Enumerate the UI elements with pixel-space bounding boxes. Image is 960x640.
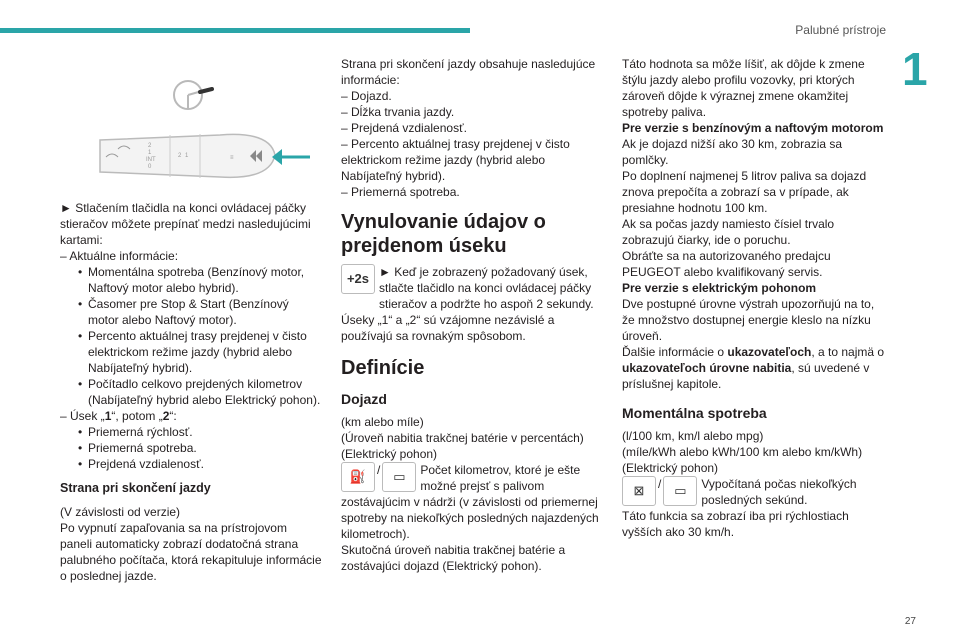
battery-icon: ▭ <box>382 462 416 492</box>
paragraph: (Elektrický pohon) <box>622 461 719 475</box>
paragraph: Ďalšie informácie o ukazovateľoch, a to najmä o ukazovateľoch úrovne nabitia, sú uvedené v príslušnej kapitole. <box>622 345 885 391</box>
fuel-gauge-icon: ⊠ <box>622 476 656 506</box>
press-2s-icon: +2s <box>341 264 375 294</box>
consumption-heading: Momentálna spotreba <box>622 405 767 421</box>
stalk-intro: ► Stlačením tlačidla na konci ovládacej páčky stieračov môžete prepínať medzi nasledujúcimi kartami: <box>60 201 311 247</box>
bullet-text: Priemerná spotreba. <box>88 441 197 455</box>
paragraph: Strana pri skončení jazdy obsahuje nasledujúce informácie: <box>341 57 596 87</box>
consumption-icon-text: Vypočítaná počas niekoľkých posledných sekúnd. <box>701 477 857 507</box>
bullet-text: Priemerná rýchlosť. <box>88 425 193 439</box>
range-heading: Dojazd <box>341 391 387 407</box>
bullet-text: Prejdená vzdialenosť. <box>88 457 204 471</box>
wiper-stalk-illustration <box>60 75 322 185</box>
range-icon-text: Počet kilometrov, ktoré je ešte možné prejsť s palivom <box>420 463 581 493</box>
reset-instruction <box>341 264 603 312</box>
svg-text:2: 2 <box>148 143 152 149</box>
paragraph: Ak je dojazd nižší ako 30 km, zobrazia sa pomlčky. <box>622 137 843 167</box>
paragraph: (míle/kWh alebo kWh/100 km alebo km/kWh) <box>622 445 863 459</box>
paragraph: (Úroveň nabitia trakčnej batérie v percentách) <box>341 431 584 445</box>
paragraph: Ak sa počas jazdy namiesto čísiel trvalo zobrazujú čiarky, ide o poruchu. <box>622 217 835 247</box>
paragraph: (Elektrický pohon) <box>341 447 438 461</box>
paragraph: (l/100 km, km/l alebo mpg) <box>622 429 764 443</box>
paragraph: Skutočná úroveň nabitia trakčnej batérie a zostávajúci dojazd (Elektrický pohon). <box>341 543 566 573</box>
bullet-item: • Momentálna spotreba (Benzínový motor, Naftový motor alebo hybrid). <box>78 265 305 295</box>
svg-text:0: 0 <box>148 164 152 170</box>
paragraph: Táto funkcia sa zobrazí iba pri rýchlostiach vyšších ako 30 km/h. <box>622 509 849 539</box>
battery-icon: ▭ <box>663 476 697 506</box>
bullet-item: • Prejdená vzdialenosť. <box>78 457 204 471</box>
end-of-trip-heading: Strana pri skončení jazdy <box>60 481 211 495</box>
chapter-number: 1 <box>902 43 928 95</box>
reset-heading: Vynulovanie údajov o prejdenom úseku <box>341 211 546 257</box>
bullet-item: • Priemerná spotreba. <box>78 441 197 455</box>
reset-text: ► Keď je zobrazený požadovaný úsek, stlačte tlačidlo na konci ovládacej páčky stieračov a podržte ho aspoň 2 sekundy. <box>379 265 594 311</box>
definitions-heading: Definície <box>341 357 425 379</box>
bullet-item: • Percento aktuálnej trasy prejdenej v čisto elektrickom režime jazdy (hybrid alebo Nabíjateľný hybrid). <box>78 329 307 375</box>
page-number: 27 <box>904 616 916 627</box>
paragraph: Po vypnutí zapaľovania sa na prístrojovom paneli automaticky zobrazí dodatočná strana palubného počítača, ktorá rekapituluje informácie o poslednej jazde. <box>60 521 322 583</box>
svg-text:≡: ≡ <box>230 155 234 161</box>
paragraph: zostávajúcim v nádrži (v závislosti od priemernej spotreby na niekoľkých posledných najazdených kilometroch). <box>341 495 599 541</box>
svg-text:1: 1 <box>148 150 152 156</box>
bullet-item: • Počítadlo celkovo prejdených kilometrov (Nabíjateľný hybrid alebo Elektrický pohon). <box>78 377 321 407</box>
bullet-text: Percento aktuálnej trasy prejdenej v čisto elektrickom režime jazdy (hybrid alebo Nabíjateľný hybrid). <box>88 329 307 375</box>
header-bar <box>0 28 470 33</box>
list-item: – Prejdená vzdialenosť. <box>341 121 467 135</box>
bullet-item: • Časomer pre Stop & Start (Benzínový motor alebo Naftový motor). <box>78 297 289 327</box>
list-item: – Úsek „1“, potom „2“: <box>60 409 177 423</box>
paragraph: Táto hodnota sa môže líšiť, ak dôjde k zmene štýlu jazdy alebo profilu vozovky, pri ktorých zároveň dôjde k výraznej zmene okamžitej spotreby paliva. <box>622 57 865 119</box>
paragraph: Po doplnení najmenej 5 litrov paliva sa dojazd znova prepočíta a zobrazí sa v prípade, ak presiahne hodnotu 100 km. <box>622 169 867 215</box>
paragraph: (V závislosti od verzie) <box>60 505 181 519</box>
electric-heading: Pre verzie s elektrickým pohonom <box>622 281 817 295</box>
list-item: – Dojazd. <box>341 89 392 103</box>
svg-text:1: 1 <box>185 153 189 159</box>
paragraph: Obráťte sa na autorizovaného predajcu PEUGEOT alebo kvalifikovaný servis. <box>622 249 831 279</box>
petrol-diesel-heading: Pre verzie s benzínovým a naftovým motorom <box>622 121 884 135</box>
bullet-text: Momentálna spotreba (Benzínový motor, Naftový motor alebo hybrid). <box>88 265 305 295</box>
bullet-text: Počítadlo celkovo prejdených kilometrov (Nabíjateľný hybrid alebo Elektrický pohon). <box>88 377 321 407</box>
svg-text:INT: INT <box>146 157 156 163</box>
paragraph: Dve postupné úrovne výstrah upozorňujú na to, že množstvo dostupnej energie kleslo na nízku úroveň. <box>622 297 875 343</box>
paragraph: (km alebo míle) <box>341 415 424 429</box>
bullet-item: • Priemerná rýchlosť. <box>78 425 193 439</box>
list-item: – Percento aktuálnej trasy prejdenej v čisto elektrickom režime jazdy (hybrid alebo Nabíjateľný hybrid). <box>341 137 570 183</box>
svg-text:2: 2 <box>178 153 182 159</box>
list-item: – Aktuálne informácie: <box>60 249 179 263</box>
fuel-pump-icon: ⛽ <box>341 462 375 492</box>
consumption-icon-row: ⊠ / ▭ Vypočítaná počas niekoľkých posledných sekúnd. <box>622 476 887 508</box>
list-item: – Dĺžka trvania jazdy. <box>341 105 455 119</box>
list-item: – Priemerná spotreba. <box>341 185 460 199</box>
range-icon-row: ⛽ / ▭ Počet kilometrov, ktoré je ešte možné prejsť s palivom <box>341 462 603 494</box>
bullet-text: Časomer pre Stop & Start (Benzínový motor alebo Naftový motor). <box>88 297 289 327</box>
section-title: Palubné prístroje <box>795 23 886 37</box>
paragraph: Úseky „1“ a „2“ sú vzájomne nezávislé a používajú sa rovnakým spôsobom. <box>341 313 555 343</box>
